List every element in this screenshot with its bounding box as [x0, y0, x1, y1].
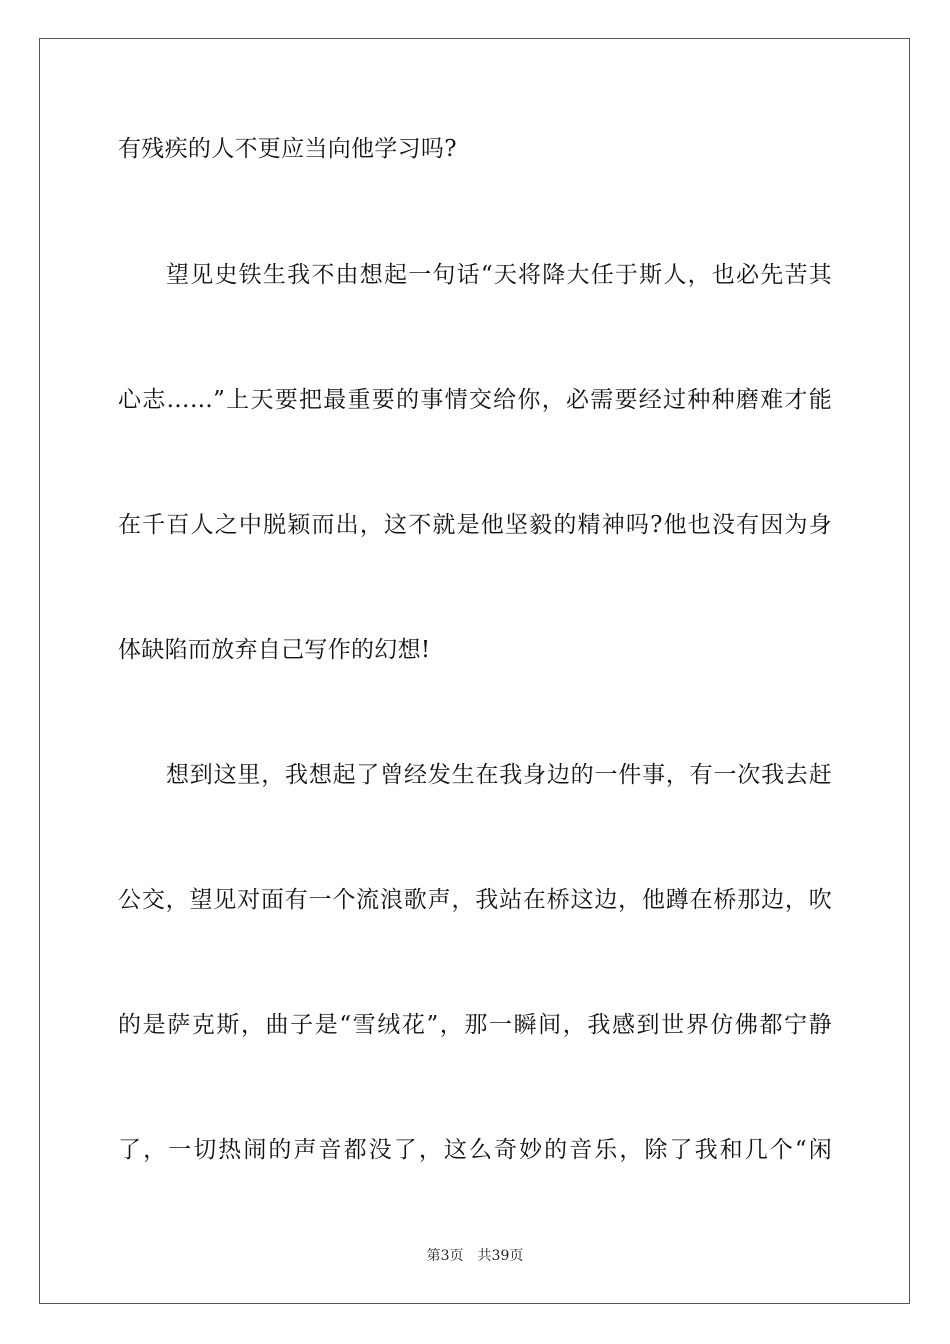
- text-line-3: 心志……”上天要把最重要的事情交给你，必需要经过种种磨难才能: [118, 387, 832, 413]
- text-line-2: 望见史铁生我不由想起一句话“天将降大任于斯人，也必先苦其: [166, 262, 832, 288]
- text-line-7: 公交，望见对面有一个流浪歌声，我站在桥这边，他蹲在桥那边，吹: [118, 887, 832, 913]
- page-frame: [39, 38, 910, 1304]
- page-footer: [0, 1247, 950, 1265]
- page-number: 第3页: [426, 1248, 464, 1264]
- text-line-1: 有残疾的人不更应当向他学习吗?: [118, 136, 457, 162]
- text-line-6: 想到这里，我想起了曾经发生在我身边的一件事，有一次我去赶: [166, 762, 832, 788]
- page-total: 共39页: [477, 1248, 524, 1264]
- text-line-4: 在千百人之中脱颖而出，这不就是他坚毅的精神吗?他也没有因为身: [118, 512, 832, 538]
- text-line-9: 了，一切热闹的声音都没了，这么奇妙的音乐，除了我和几个“闲: [118, 1137, 832, 1163]
- text-line-8: 的是萨克斯，曲子是“雪绒花”，那一瞬间，我感到世界仿佛都宁静: [118, 1012, 832, 1038]
- text-line-5: 体缺陷而放弃自己写作的幻想!: [118, 637, 431, 663]
